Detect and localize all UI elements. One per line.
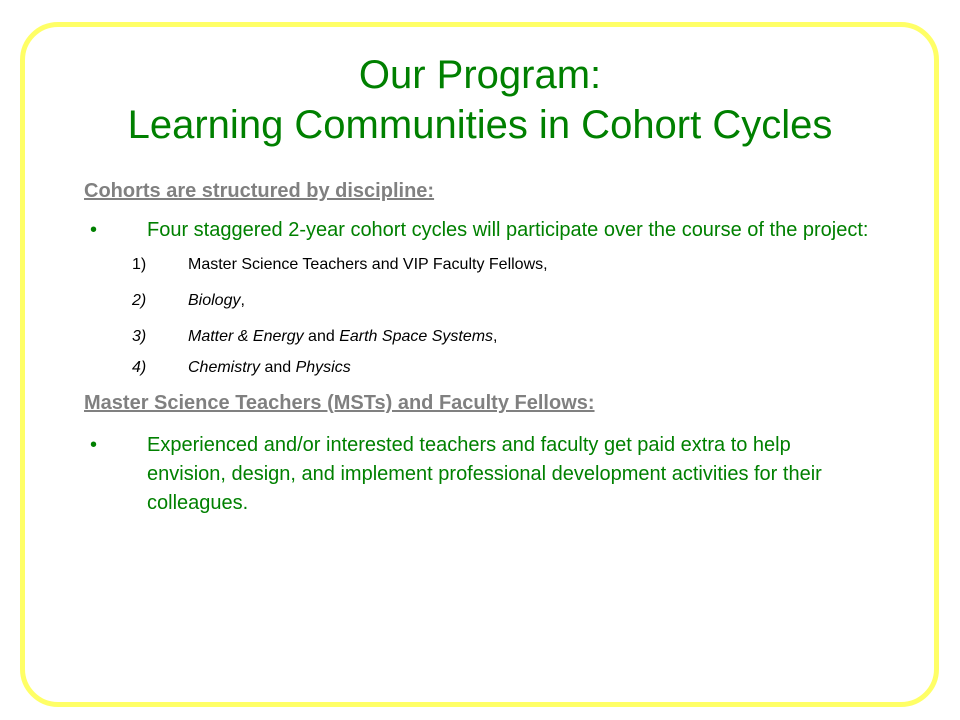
list-number: 4) (132, 359, 147, 376)
list-item (84, 291, 884, 311)
bullet-text: Four staggered 2-year cohort cycles will participate over the course of the project: (147, 219, 869, 241)
bullet-dot: • (90, 434, 98, 456)
slide-content (84, 178, 884, 518)
bullet-msts (84, 431, 884, 518)
list-number: 3) (132, 328, 147, 345)
list-text: Earth Space Systems (339, 328, 494, 345)
list-text: , (493, 328, 498, 345)
section-heading-msts: Master Science Teachers (MSTs) and Faculty Fellows: (84, 392, 595, 414)
list-text: and (303, 328, 340, 345)
list-item (84, 327, 884, 347)
list-item (84, 358, 884, 378)
list-number: 2) (132, 292, 147, 309)
slide-title (0, 50, 960, 150)
bullet-text: Experienced and/or interested teachers and faculty get paid extra to help envision, design, and implement professional development activities for their colleagues. (147, 434, 822, 514)
list-text: and (260, 359, 296, 376)
list-text: , (240, 292, 245, 309)
title-line-2: Learning Communities in Cohort Cycles (127, 103, 833, 147)
list-text: Master Science Teachers and VIP Faculty Fellows, (188, 256, 548, 273)
bullet-cohort-cycles (84, 216, 884, 245)
section-heading-cohorts: Cohorts are structured by discipline: (84, 180, 435, 202)
list-text: Matter & Energy (188, 328, 304, 345)
list-item (84, 255, 884, 275)
list-number: 1) (132, 256, 147, 273)
bullet-dot: • (90, 219, 98, 241)
cohort-list (84, 255, 884, 378)
list-text: Biology (188, 292, 241, 309)
list-text: Physics (295, 359, 351, 376)
list-text: Chemistry (188, 359, 261, 376)
title-line-1: Our Program: (358, 53, 602, 97)
